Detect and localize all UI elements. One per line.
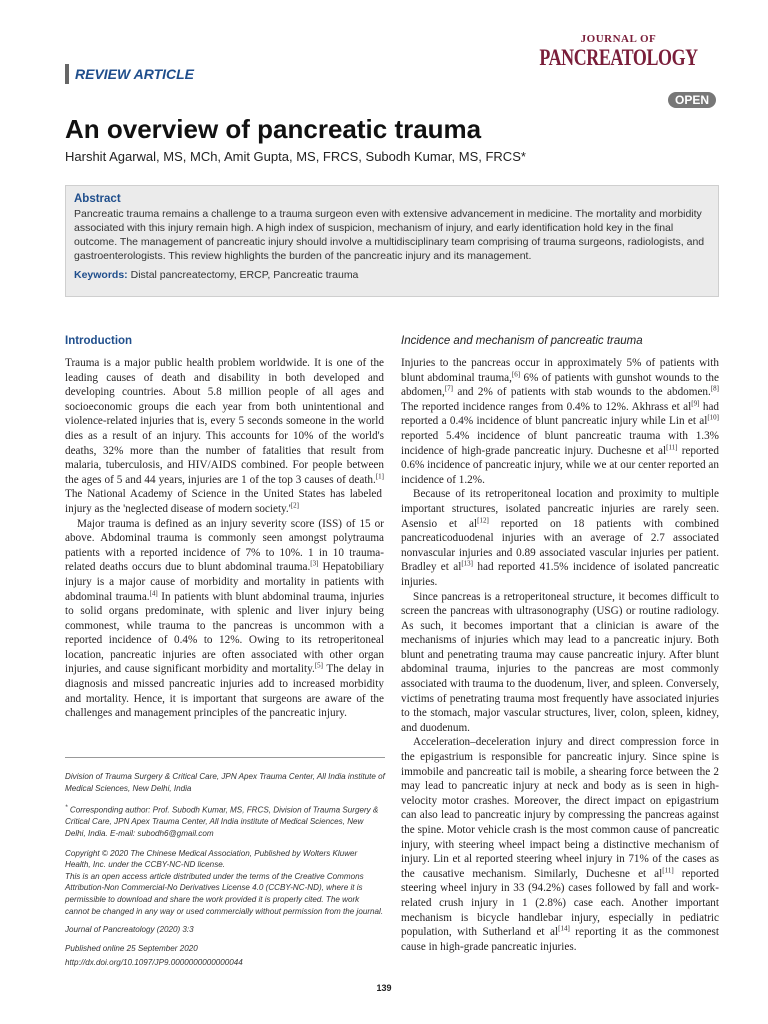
citation-ref[interactable]: [13] [461,559,474,568]
abstract-box [65,185,719,297]
abstract-heading: Abstract [74,193,121,205]
intro-paragraph-2: Major trauma is defined as an injury severity score (ISS) of 15 or above. Abdominal trauma is commonly seen amongst polytrauma patients with a reported incidence of 7% to 10%. 1 in 10 trauma-related deaths occurs due to blunt abdominal trauma.[3] Hepatobiliary injury is a major cause of morbidity and mortality in patients with abdominal trauma.[4] In patients with blunt abdominal trauma, injuries to solid organs predominate, with splenic and liver injury being commonest, while trauma to the pancreas is uncommon with a reported incidence of 0.4% to 12%. Owing to its retroperitoneal location, pancreatic injuries are often associated with other organ injuries, and cause significant morbidity and mortality.[5] The delay in diagnosis and missed pancreatic injuries add to increased morbidity and mortality. Hence, it is important that surgeons are aware of the challenges and management principles of the pancreatic injury. [65,517,384,720]
keywords-text: Distal pancreatectomy, ERCP, Pancreatic trauma [130,269,359,281]
journal-logo-top: JOURNAL OF [580,33,657,45]
right-column-body [401,356,719,954]
doi-link[interactable]: http://dx.doi.org/10.1097/JP9.0000000000000044 [65,958,243,968]
incidence-paragraph-4: Acceleration–deceleration injury and direct compression force in the epigastrium is responsible for pancreatic injury. Since spine is immobile and pancreatic tail is mobile, a shearing force between the 2 may lead to pancreatic injury at neck and body as is seen in high-velocity motor crashes. Moreover, the direct impact on epigastrium can also lead to pancreatic injury by compressing the pancreas against the spine. Motor vehicle crash is the most common cause of pancreatic injury, with steering wheel impact being a distinctive mechanism of injury. Lin et al reported steering wheel injury in 71% of the cases as the causative mechanism. Similarly, Duchesne et al[11] reported steering wheel injury in 33 (94.2%) cases followed by fall and work-related crush injury in 1 (2.8%) case each. Another important mechanism is bicycle handlebar injury, especially in pediatric population, with Sutherland et al[14] reporting it as the commonest cause in high-grade pancreatic injuries. [401,736,719,953]
citation-ref[interactable]: [14] [558,924,570,933]
citation-ref[interactable]: [8] [710,384,719,393]
journal-logo [517,34,720,69]
footnote-block [65,771,385,969]
keywords-label: Keywords: [74,269,128,281]
page-number: 139 [376,983,392,993]
left-column-body [65,356,384,721]
citation-ref[interactable]: [12] [477,515,489,524]
affiliation-note: Division of Trauma Surgery & Critical Care, JPN Apex Trauma Center, All India institute of Medical Sciences, New Delhi, India [65,772,385,793]
article-title: An overview of pancreatic trauma [65,114,482,144]
citation-note: Journal of Pancreatology (2020) 3:3 [65,925,194,935]
citation-ref[interactable]: [4] [149,588,158,597]
citation-ref[interactable]: [9] [691,399,700,408]
incidence-paragraph-2: Because of its retroperitoneal location and proximity to multiple important structures, isolated pancreatic injuries are rarely seen. Asensio et al[12] reported on 18 patients with combined pancreaticoduodenal injuries with an average of 2.7 associated nonvascular injuries and 0.89 associated vascular injuries per patient. Bradley et al[13] had reported 41.5% incidence of isolated pancreatic injuries. [401,488,720,588]
citation-ref[interactable]: [11] [666,442,678,451]
citation-ref[interactable]: [1] [375,472,384,481]
citation-ref[interactable]: [2] [290,501,299,510]
citation-ref[interactable]: [3] [310,559,319,568]
citation-ref[interactable]: [7] [444,384,453,393]
open-access-badge: OPEN [668,92,716,108]
citation-ref[interactable]: [10] [707,413,719,422]
keywords [74,269,710,281]
corresponding-note: * Corresponding author: Prof. Subodh Kumar, MS, FRCS, Division of Trauma Surgery & Critical Care, JPN Apex Trauma Center, All India institute of Medical Sciences, New Delhi, India. E-mail: subodh6@gmail.com [65,804,379,839]
license-note: This is an open access article distributed under the terms of the Creative Commons Attribution-Non Commercial-No Derivatives License 4.0 (CCBY-NC-ND), where it is permissible to download and share the work provided it is properly cited. The work cannot be changed in any way or used commercially without permission from the journal. [65,871,384,916]
author-list: Harshit Agarwal, MS, MCh, Amit Gupta, MS, FRCS, Subodh Kumar, MS, FRCS* [65,149,526,164]
article-type-label: REVIEW ARTICLE [65,64,194,84]
copyright-note: Copyright © 2020 The Chinese Medical Association, Published by Wolters Kluwer Health, Inc. under the CCBY-NC-ND license. [65,848,358,870]
abstract-text: Pancreatic trauma remains a challenge to a trauma surgeon even with extensive advancement in medicine. The mortality and morbidity associated with this injury remain high. A high index of suspicion, mechanism of injury, and early identification hold key in the final outcome. The management of pancreatic injury should involve a multidisciplinary team comprising of trauma surgeons, radiologists, and gastroenterologists. This review highlights the burden of the pancreatic injury and its management. [74,208,705,262]
published-note: Published online 25 September 2020 [65,943,198,953]
introduction-heading: Introduction [65,335,133,347]
citation-ref[interactable]: [11] [662,866,674,875]
citation-ref[interactable]: [5] [314,661,323,670]
journal-logo-name: PANCREATOLOGY [539,45,698,70]
incidence-heading: Incidence and mechanism of pancreatic trauma [401,335,643,347]
citation-ref[interactable]: [6] [511,369,521,378]
incidence-paragraph-3: Since pancreas is a retroperitoneal structure, it becomes difficult to screen the pancreas with ultrasonography (USG) or routine radiology. As such, it becomes important that a clinician is aware of the mechanisms of injuries which may lead to a pancreatic injury. Both blunt and penetrating trauma may cause pancreatic injury. After blunt abdominal trauma, injuries to the pancreas are most commonly associated with trauma to the duodenum, liver, and spleen. Conversely, victims of penetrating trauma most frequently have associated injuries to the stomach, major vascular structures, liver, colon, spleen, kidney, and duodenum. [401,590,719,734]
footnote-divider [65,757,385,758]
incidence-paragraph-1: Injuries to the pancreas occur in approximately 5% of patients with blunt abdominal trauma,[6] 6% of patients with gunshot wounds to the abdomen,[7] and 2% of patients with stab wounds to the abdomen.[8] The reported incidence ranges from 0.4% to 12%. Akhrass et al[9] had reported a 0.4% incidence of blunt pancreatic injury while Lin et al[10] reported 5.4% incidence of blunt pancreatic trauma with 1.3% incidence of high-grade pancreatic injury. Duchesne et al[11] reported 0.6% incidence of pancreatic injury, while we at our center reported an incidence of 1.2%. [401,357,720,486]
intro-paragraph-1: Trauma is a major public health problem worldwide. It is one of the leading causes of death and disability in both developed and developing countries. About 5.8 million people of all ages and socioeconomic groups die each year from both unintentional and violence-related injuries that is, every 5 seconds someone in the world dies as a result of an injury. This accounts for 10% of the world's deaths, 32% more than the number of fatalities that result from malaria, tuberculosis, and HIV/AIDS combined. For people between the ages of 5 and 44 years, injuries are 1 of the top 3 causes of death.[1] The National Academy of Science in the United States has labeled injury as the 'neglected disease of modern society.'[2] [65,357,384,515]
